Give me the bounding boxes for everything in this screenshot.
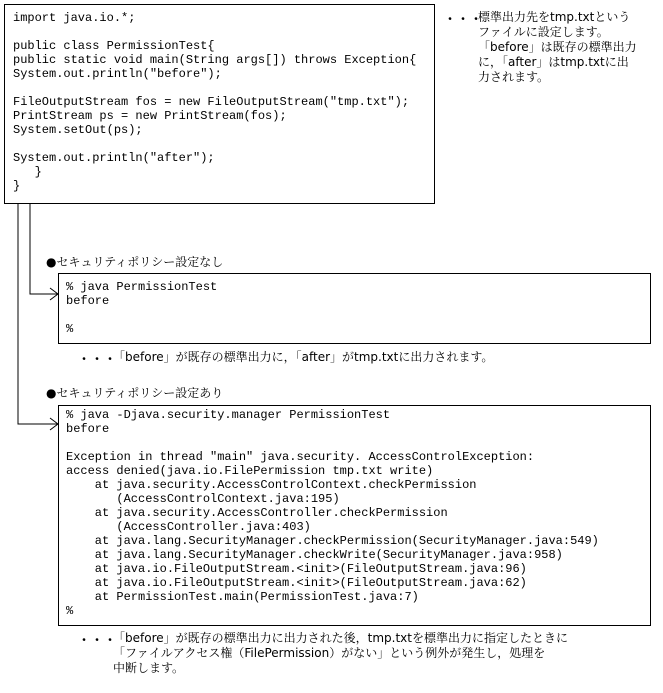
console-line: access denied(java.io.FilePermission tmp.txt write) (66, 464, 434, 478)
console-line: at java.lang.SecurityManager.checkPermission(SecurityManager.java:549) (66, 534, 599, 548)
note-line: ファイルに設定します。 (478, 25, 609, 39)
note-line: 「ファイルアクセス権（FilePermission）がない」という例外が発生し，処理を (113, 646, 546, 660)
console-line: at java.security.AccessController.checkPermission (66, 506, 448, 520)
console-line: % (66, 604, 74, 618)
console-line: at java.io.FileOutputStream.<init>(FileOutputStream.java:96) (66, 562, 527, 576)
no-policy-heading: ●セキュリティポリシー設定なし (46, 255, 224, 269)
no-policy-note: 「before」が既存の標準出力に，「after」がtmp.txtに出力されます。 (113, 350, 494, 364)
with-policy-heading: ●セキュリティポリシー設定あり (46, 386, 224, 400)
code-line: public class PermissionTest{ (13, 39, 215, 53)
code-line: System.out.println("before"); (13, 67, 222, 81)
code-line: System.setOut(ps); (13, 123, 143, 137)
with-policy-console (58, 405, 651, 626)
code-line: public static void main(String args[]) throws Exception{ (13, 53, 417, 67)
console-line (66, 308, 650, 322)
console-line: (AccessController.java:403) (66, 520, 311, 534)
console-line: at java.lang.SecurityManager.checkWrite(SecurityManager.java:958) (66, 548, 563, 562)
code-line (13, 25, 434, 39)
note-line: 力されます。 (478, 70, 550, 84)
code-line: } (13, 179, 21, 193)
console-line: before (66, 422, 110, 436)
code-line: System.out.println("after"); (13, 151, 215, 165)
source-note (478, 10, 663, 85)
console-line: Exception in thread "main" java.security. AccessControlException: (66, 450, 535, 464)
console-line: at java.io.FileOutputStream.<init>(FileOutputStream.java:62) (66, 576, 527, 590)
note-line: に，「after」はtmp.txtに出 (478, 55, 629, 69)
with-policy-note-dots: ・・・ (78, 633, 118, 647)
with-policy-note (113, 631, 663, 676)
code-line (13, 81, 434, 95)
console-line: before (66, 294, 110, 308)
no-policy-note-dots: ・・・ (78, 352, 118, 366)
note-line: 中断します。 (113, 661, 185, 675)
console-line: % java -Djava.security.manager PermissionTest (66, 408, 391, 422)
console-line: (AccessControlContext.java:195) (66, 492, 340, 506)
code-line: } (13, 165, 42, 179)
console-line: at java.security.AccessControlContext.checkPermission (66, 478, 477, 492)
console-line: % (66, 322, 74, 336)
source-code-box (4, 4, 435, 204)
source-note-dots: ・・・ (444, 12, 484, 26)
code-line (13, 137, 434, 151)
note-line: 標準出力先をtmp.txtという (478, 10, 631, 24)
console-line (66, 436, 650, 450)
no-policy-console (58, 273, 651, 344)
note-line: 「before」は既存の標準出力 (478, 40, 637, 54)
console-line: % java PermissionTest (66, 280, 218, 294)
arrow-to-no-policy (30, 203, 58, 294)
note-line: 「before」が既存の標準出力に出力された後，tmp.txtを標準出力に指定したときに (113, 631, 568, 645)
code-line: FileOutputStream fos = new FileOutputStream("tmp.txt"); (13, 95, 410, 109)
code-line: import java.io.*; (13, 11, 136, 25)
code-line: PrintStream ps = new PrintStream(fos); (13, 109, 287, 123)
console-line: at PermissionTest.main(PermissionTest.java:7) (66, 590, 419, 604)
